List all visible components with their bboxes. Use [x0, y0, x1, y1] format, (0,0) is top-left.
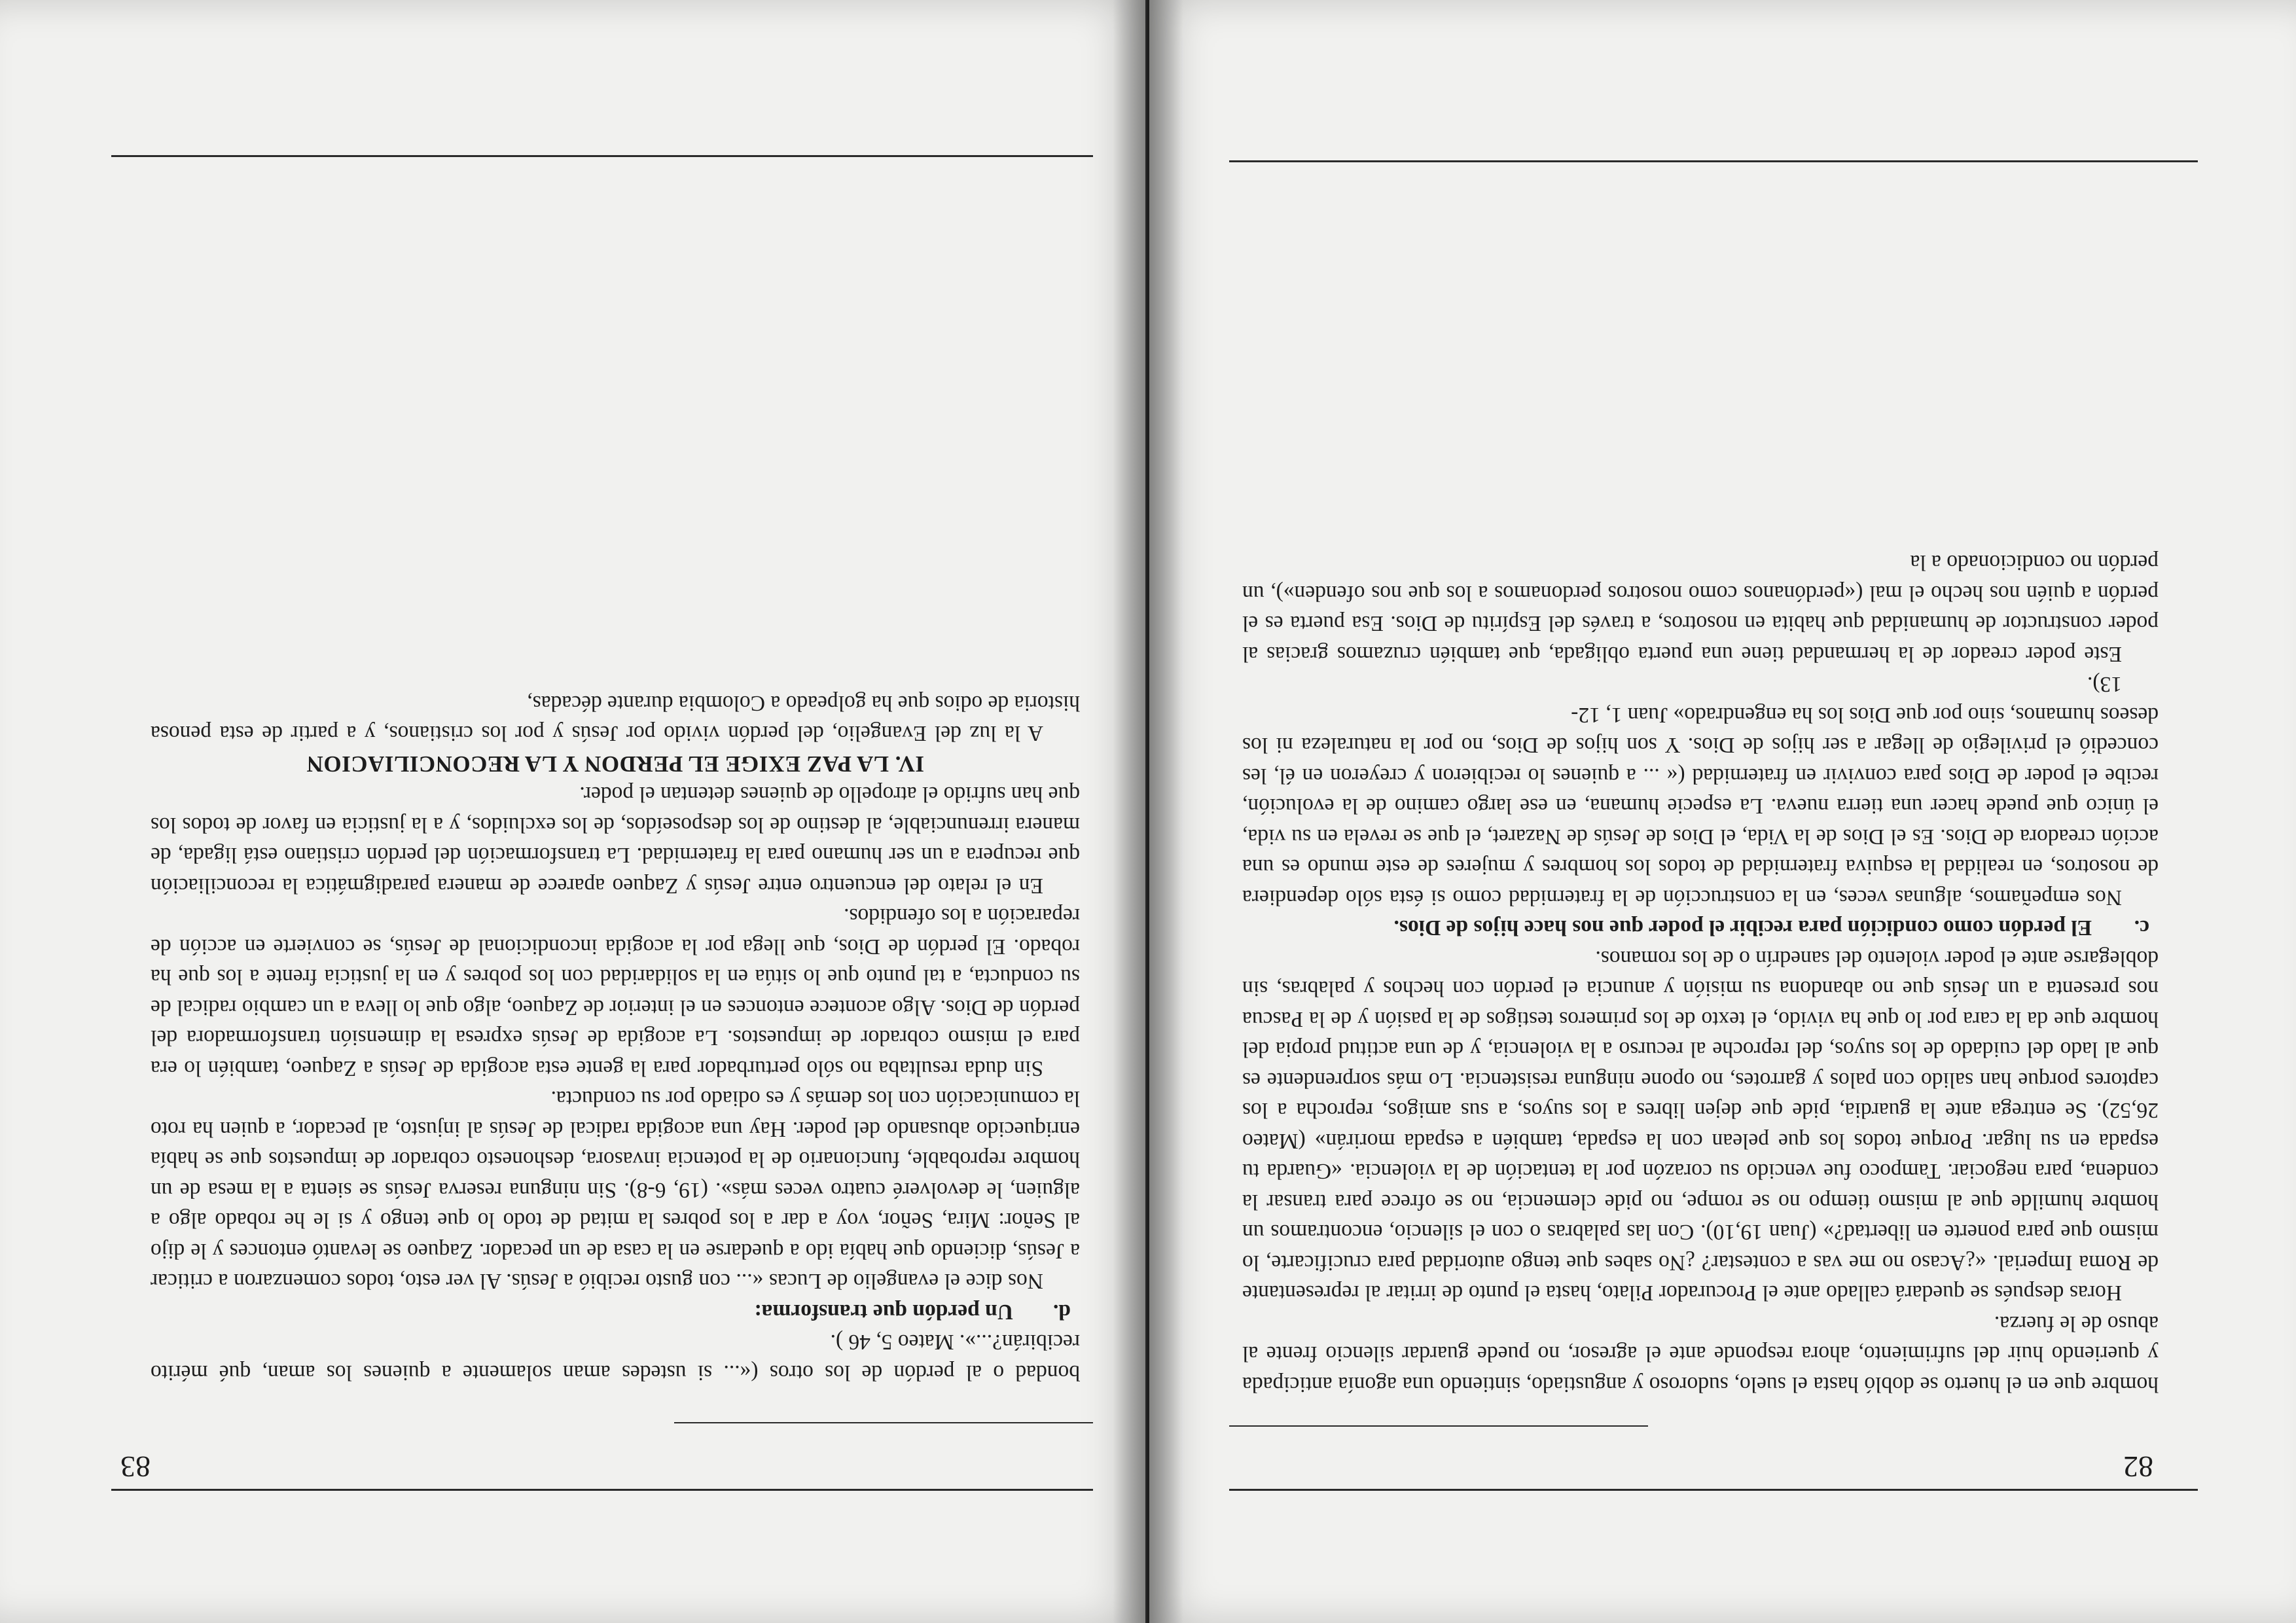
page-number: 83 — [120, 1450, 151, 1484]
footer-rule — [1229, 160, 2198, 162]
page-number: 82 — [2123, 1450, 2153, 1484]
section-marker: c. — [2134, 916, 2149, 940]
paragraph: Nos dice el evangelio de Lucas «... con gusto recibió a Jesús. Al ver esto, todos comenzaron a criticar a Jesús, diciendo que había ido a quedarse en la casa de un pecador. Zaqueo se levantó entonces y le dijo al Señor: Mira, Señor, voy a dar a los pobres la mitad de todo lo que tengo y si le he robado algo a alguien, le devolveré cuatro veces más». (19, 6-8). Sin ninguna reserva Jesús se sienta a la mesa de un hombre reprobable, funcionario de la potencia invasora, deshonesto cobrador de impuestos que se había enriquecido abusando del poder. Hay una acogida radical de Jesús al injusto, al pecador, a quien ha roto la comunicación con los demás y es odiado por su conducta. — [151, 1086, 1080, 1294]
chapter-section-title: IV. LA PAZ EXIGE EL PERDON Y LA RECONCILIACION — [306, 751, 924, 777]
section-heading — [1242, 912, 2159, 943]
header-rule-left — [674, 1422, 1093, 1423]
paragraph: En el relato del encuentro entre Jesús y Zaqueo aparece de manera paradigmática la reconciliación que recupera a un ser humano para la fraternidad. La transformación del perdón cristiano está ligada, de manera irrenunciable, al destino de los desposeídos, de los excluidos, y a la justicia en favor de todos los que han sufrido el atropello de quienes detentan el poder. — [151, 782, 1080, 898]
paragraph: A la luz del Evangelio, del perdón vivido por Jesús y por los cristianos, y a partir de esta penosa historia de odios que ha golpeado a Colombia durante décadas, — [151, 691, 1080, 746]
book-gutter — [1113, 0, 1183, 1623]
header-rule — [111, 1489, 1093, 1491]
section-heading-text: El perdón como condición para recibir el poder que nos hace hijos de Dios. — [1393, 916, 2092, 940]
paragraph: Nos empeñamos, algunas veces, en la construcción de la fraternidad como si ésta sólo dependiera de nosotros, en realidad la esquiva fraternidad de todos los hombres y mujeres de este mundo es una acción creadora de Dios. Es el Dios de la Vida, el Dios de Jesús de Nazaret, el que se revela en su vida, el único que puede hacer una tierra nueva. La especie humana, en ese largo camino de la evolución, recibe el poder de Dios para convivir en fraternidad (« ... a quienes lo recibieron y creyeron en él, les concedió el privilegio de llegar a ser hijos de Dios. Y son hijos de Dios, no por la naturaleza ni los deseos humanos, sino por que Dios los ha engendrado» Juan 1, 12- — [1242, 703, 2159, 910]
section-heading — [151, 1296, 1080, 1327]
header-rule-right — [1229, 1425, 1648, 1427]
paragraph: Horas después se quedará callado ante el Procurador Pilato, hasta el punto de irritar al representante de Roma Imperial. «¿Acaso no me vas a contestar? ¿No sabes que tengo autoridad para crucificarte, lo mismo que para ponerte en libertad?» (Juan 19,10). Con las palabras o con el silencio, encontramos un hombre humilde que al mismo tiempo no se rompe, no pide clemencia, no se ofrece para transar la condena, para negociar. Tampoco fue vencido su corazón por la tentación de la violencia. «Guarda tu espada en su lugar. Porque todos los que pelean con la espada, también a espada morirán» (Mateo 26,52). Se entrega ante la guardia, pide que dejen libres a los suyos, a sus amigos, reprocha a los captores porque han salido con palos y garrotes, no opone ninguna resistencia. Lo más sorprendente es que al lado del cuidado de los suyos, del reproche al recurso a la violencia, y de una actitud propia del hombre que da la cara por lo que ha vivido, el texto de los primeros testigos de la pasión y de la Pascua nos presenta a un Jesús que no abandona su misión y anuncia el perdón con hechos y palabras, sin doblegarse ante el poder violento del sanedrín o de los romanos. — [1242, 946, 2159, 1306]
paragraph: 13). — [2087, 672, 2122, 697]
page-82-body — [1242, 547, 2159, 1399]
page-82 — [1149, 0, 2296, 1623]
paragraph: Sin duda resultaba no sólo perturbador para la gente esta acogida de Jesús a Zaqueo, también lo era para el mismo cobrador de impuestos. La acogida de Jesús expresa la dimensión transformadora del perdón de Dios. Algo acontece entonces en el interior de Zaqueo, algo que lo lleva a un cambio radical de su conducta, a tal punto que lo sitúa en la solidaridad con los pobres y en la justicia frente a los que ha robado. El perdón de Dios, que llega por la acogida incondicional de Jesús, se convierte en acción de reparación a los ofendidos. — [151, 904, 1080, 1080]
paragraph: bondad o al perdón de los otros («... si ustedes aman solamente a quienes los aman, qué mérito recibirán?...». Mateo 5, 46 ). — [151, 1330, 1080, 1385]
section-marker: d. — [1052, 1300, 1071, 1324]
paragraph: Este poder creador de la hermandad tiene una puerta obligada, que también cruzamos gracias al poder constructor de humanidad que habita en nosotros, a través del Espíritu de Dios. Esa puerta es el perdón a quién nos hecho el mal («perdónanos como nosotros perdonamos a los que nos ofenden»), un perdón no condicionado a la — [1242, 550, 2159, 666]
header-rule — [1229, 1489, 2198, 1491]
page-83-body — [151, 688, 1080, 1388]
paragraph: hombre que en el huerto se dobló hasta el suelo, sudoroso y angustiado, sintiendo una agonía anticipada y queriendo huir del sufrimiento, ahora responde ante el agresor, no puede guardar silencio frente al abuso de le fuerza. — [1242, 1311, 2159, 1397]
footer-rule — [111, 155, 1093, 157]
section-heading-text: Un perdón que transforma: — [754, 1300, 1013, 1324]
page-83 — [0, 0, 1145, 1623]
